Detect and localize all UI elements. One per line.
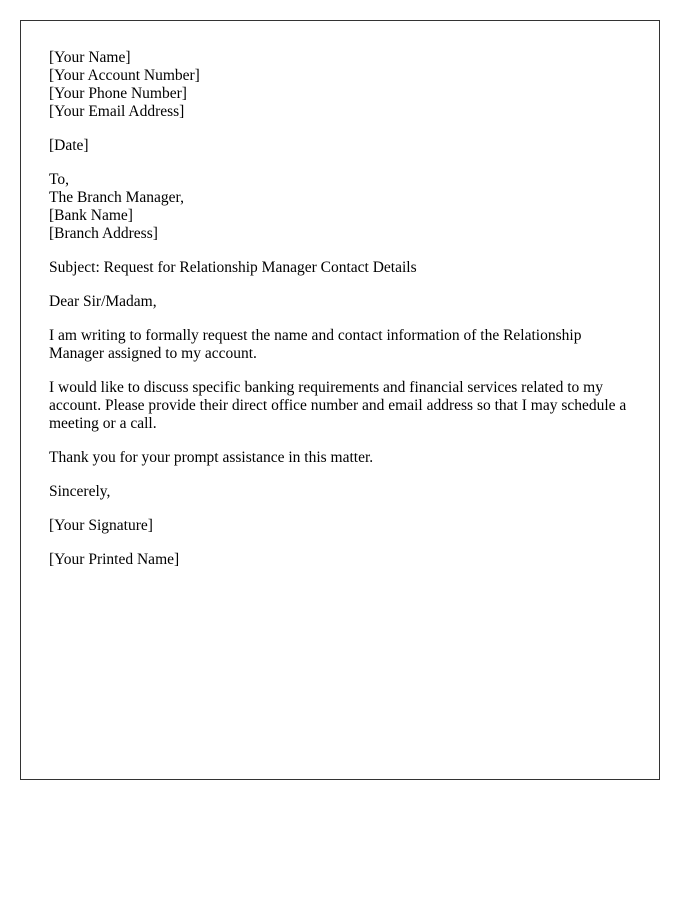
letter-signature: [Your Signature] bbox=[49, 517, 153, 534]
sender-block bbox=[49, 49, 634, 121]
body-paragraph-2: I would like to discuss specific banking requirements and financial services related to my account. Please provide their direct office number and email address so that I may schedule a meeting or a call. bbox=[49, 379, 627, 432]
recipient-title: The Branch Manager, bbox=[49, 189, 184, 206]
letter-content bbox=[49, 49, 634, 585]
recipient-branch-address: [Branch Address] bbox=[49, 225, 158, 242]
letter-printed-name: [Your Printed Name] bbox=[49, 551, 180, 568]
letter-page bbox=[20, 20, 660, 780]
recipient-to: To, bbox=[49, 171, 70, 188]
sender-phone-number: [Your Phone Number] bbox=[49, 85, 187, 102]
sender-name: [Your Name] bbox=[49, 49, 131, 66]
letter-salutation: Dear Sir/Madam, bbox=[49, 293, 157, 310]
sender-email-address: [Your Email Address] bbox=[49, 103, 185, 120]
body-paragraph-1: I am writing to formally request the name and contact information of the Relationship Manager assigned to my account. bbox=[49, 327, 582, 362]
letter-closing: Sincerely, bbox=[49, 483, 111, 500]
salutation-block bbox=[49, 293, 634, 311]
signature-block bbox=[49, 517, 634, 535]
sender-account-number: [Your Account Number] bbox=[49, 67, 200, 84]
recipient-bank-name: [Bank Name] bbox=[49, 207, 133, 224]
printed-name-block bbox=[49, 551, 634, 569]
closing-block bbox=[49, 483, 634, 501]
date-block bbox=[49, 137, 634, 155]
subject-block bbox=[49, 259, 634, 277]
letter-date: [Date] bbox=[49, 137, 89, 154]
recipient-block bbox=[49, 171, 634, 243]
letter-subject: Subject: Request for Relationship Manager Contact Details bbox=[49, 259, 417, 276]
body-paragraph-3: Thank you for your prompt assistance in this matter. bbox=[49, 449, 374, 466]
